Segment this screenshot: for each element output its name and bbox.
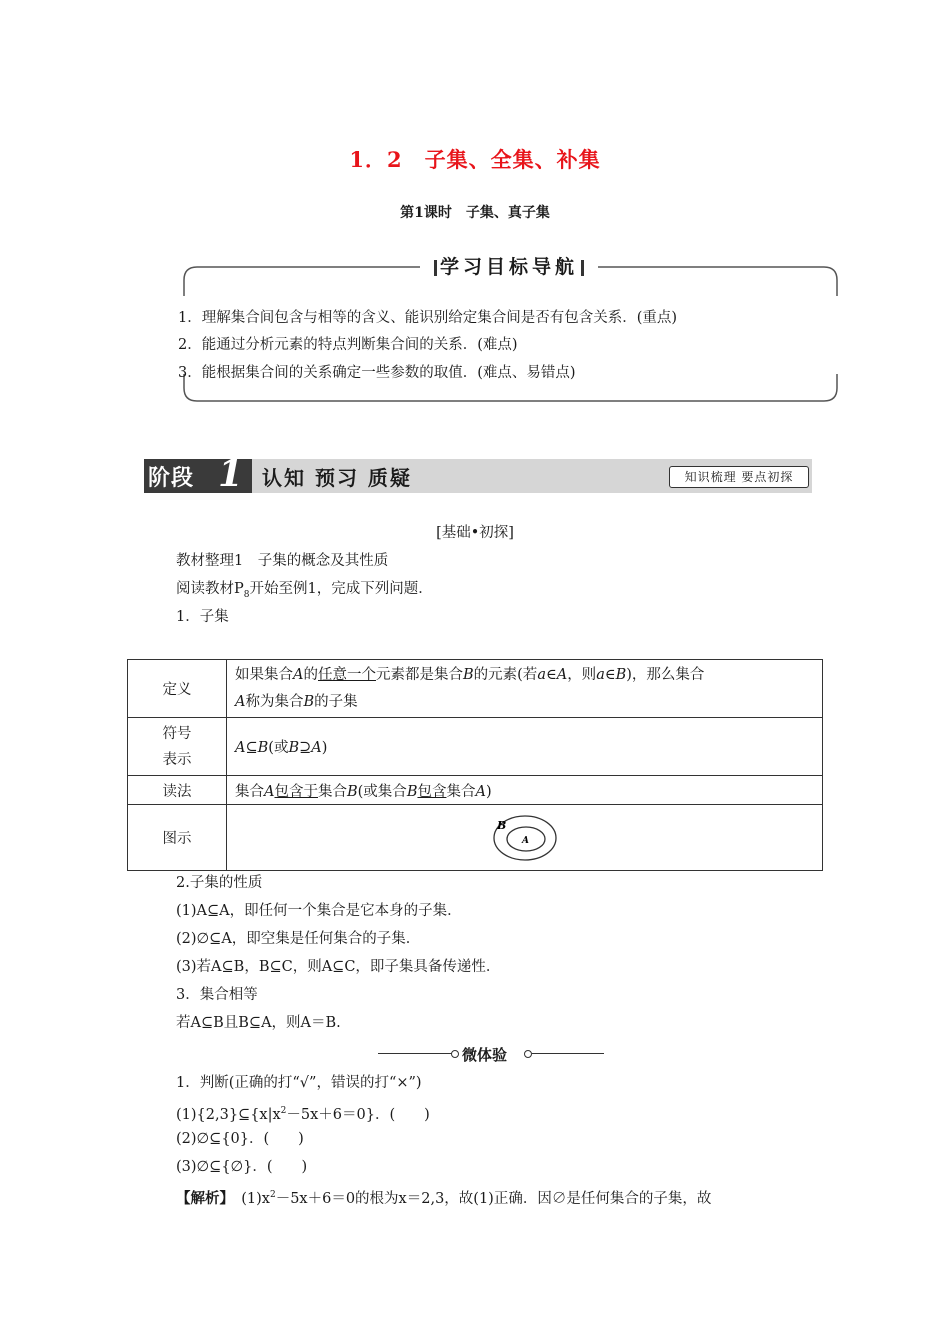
stage-banner	[144, 453, 812, 495]
var: A	[293, 666, 304, 683]
text: 的子集	[314, 693, 358, 710]
text: (1){2,3}⊆{x|x	[176, 1106, 281, 1123]
var: B	[303, 693, 315, 710]
text: ，则	[567, 666, 597, 683]
text: －5x＋6＝0}．( )	[286, 1106, 430, 1123]
var: A	[475, 783, 486, 800]
table-label-symbol	[128, 718, 227, 776]
divider-line	[532, 1053, 604, 1054]
text: 集合	[317, 783, 347, 800]
var: A	[235, 740, 246, 756]
text: 的	[303, 666, 318, 683]
text: 称为集合	[245, 693, 304, 710]
section-tag: [基础•初探]	[436, 525, 514, 541]
goal-item: 3．能根据集合间的关系确定一些参数的取值．(难点、易错点)	[178, 365, 576, 381]
page-title: 1．2 子集、全集、补集	[349, 147, 601, 172]
exercise-question: 1．判断(正确的打“√”，错误的打“×”)	[176, 1075, 422, 1091]
subset-table	[127, 659, 823, 871]
lesson-subtitle: 第1课时 子集、真子集	[400, 205, 550, 221]
goal-item: 2．能通过分析元素的特点判断集合间的关系．(难点)	[178, 337, 518, 353]
var: a	[596, 666, 605, 683]
sup: 2	[269, 1190, 276, 1200]
reading-text: 阅读教材P	[176, 581, 244, 597]
text: )	[485, 783, 492, 800]
equality-text: 若A⊆B且B⊆A，则A＝B.	[176, 1015, 341, 1031]
property-item: (1)A⊆A，即任何一个集合是它本身的子集．	[176, 903, 462, 919]
table-row	[128, 718, 823, 776]
definition-cell	[227, 660, 823, 718]
stage-number: 1	[218, 453, 244, 495]
table-label-reading: 读法	[128, 776, 227, 805]
table-row	[128, 805, 823, 871]
micro-experience-title: 微体验	[462, 1046, 508, 1064]
text: ⊆	[245, 740, 258, 756]
subset-heading: 1．子集	[176, 609, 229, 625]
goals-heading-text: 学习目标导航	[439, 256, 578, 278]
var: B	[257, 740, 269, 756]
stage-name: 认知 预习 质疑	[262, 466, 412, 490]
text: ∈	[604, 666, 616, 683]
bar-icon	[434, 260, 437, 276]
var: A	[556, 666, 568, 683]
micro-experience-divider	[378, 1044, 604, 1064]
underlined-text: 任意一个	[317, 666, 376, 683]
text: －5x＋6＝0的根为x＝2,3，故(1)正确．因∅是任何集合的子集，故	[275, 1190, 712, 1207]
goal-item: 1．理解集合间包含与相等的含义、能识别给定集合间是否有包含关系．(重点)	[178, 310, 678, 326]
underlined-text: 包含于	[274, 783, 318, 800]
reading-instruction	[176, 579, 433, 605]
circle-icon	[451, 1050, 459, 1058]
bar-icon	[581, 260, 584, 276]
var: A	[311, 740, 322, 756]
text: )，那么集合	[626, 666, 705, 683]
var: B	[615, 666, 627, 683]
exercise-item	[176, 1101, 430, 1125]
text: 如果集合	[235, 666, 293, 683]
set-a-label: A	[521, 835, 529, 846]
underlined-text: 包含	[417, 783, 447, 800]
property-item: (3)若A⊆B，B⊆C，则A⊆C，即子集具备传递性．	[176, 959, 501, 975]
var: A	[264, 783, 275, 800]
table-label-definition: 定义	[128, 660, 227, 718]
text: 符号	[162, 725, 192, 742]
var: B	[288, 740, 300, 756]
var: a	[537, 666, 546, 683]
sup: 2	[280, 1106, 287, 1116]
text: 集合	[235, 783, 264, 800]
exercise-item: (3)∅⊆{∅}．( )	[176, 1159, 308, 1175]
text: )	[321, 740, 328, 756]
divider-line	[378, 1053, 452, 1054]
equality-heading: 3．集合相等	[176, 987, 258, 1003]
text: (1)x	[226, 1190, 270, 1207]
stage-tag: 知识梳理 要点初探	[669, 466, 809, 488]
text: (或	[268, 740, 289, 756]
properties-heading: 2.子集的性质	[176, 875, 263, 891]
set-b-label: B	[496, 818, 506, 832]
var: B	[346, 783, 358, 800]
text: ∈	[545, 666, 557, 683]
venn-diagram	[490, 812, 560, 864]
text: 元素都是集合	[375, 666, 463, 683]
text: (或集合	[357, 783, 407, 800]
reading-cell	[227, 776, 823, 805]
exercise-item: (2)∅⊆{0}．( )	[176, 1131, 304, 1147]
text: 的元素(若	[473, 666, 538, 683]
table-row	[128, 660, 823, 718]
var: A	[235, 693, 246, 710]
answer-label: 【解析】	[176, 1189, 227, 1207]
var: B	[462, 666, 474, 683]
property-item: (2)∅⊆A，即空集是任何集合的子集．	[176, 931, 421, 947]
reading-rest: 开始至例1，完成下列问题．	[249, 581, 433, 597]
symbol-cell	[227, 718, 823, 776]
stage-label: 阶段	[148, 466, 195, 491]
text: 集合	[446, 783, 476, 800]
exercise-answer	[176, 1185, 711, 1209]
text: 表示	[162, 751, 192, 768]
figure-cell	[227, 805, 823, 871]
goals-heading	[420, 252, 598, 282]
reading-sub: 8	[243, 589, 250, 600]
circle-icon	[524, 1050, 532, 1058]
table-label-figure: 图示	[128, 805, 227, 871]
table-row	[128, 776, 823, 805]
material-title: 教材整理1 子集的概念及其性质	[176, 553, 389, 569]
text: ⊇	[299, 740, 312, 756]
var: B	[406, 783, 418, 800]
